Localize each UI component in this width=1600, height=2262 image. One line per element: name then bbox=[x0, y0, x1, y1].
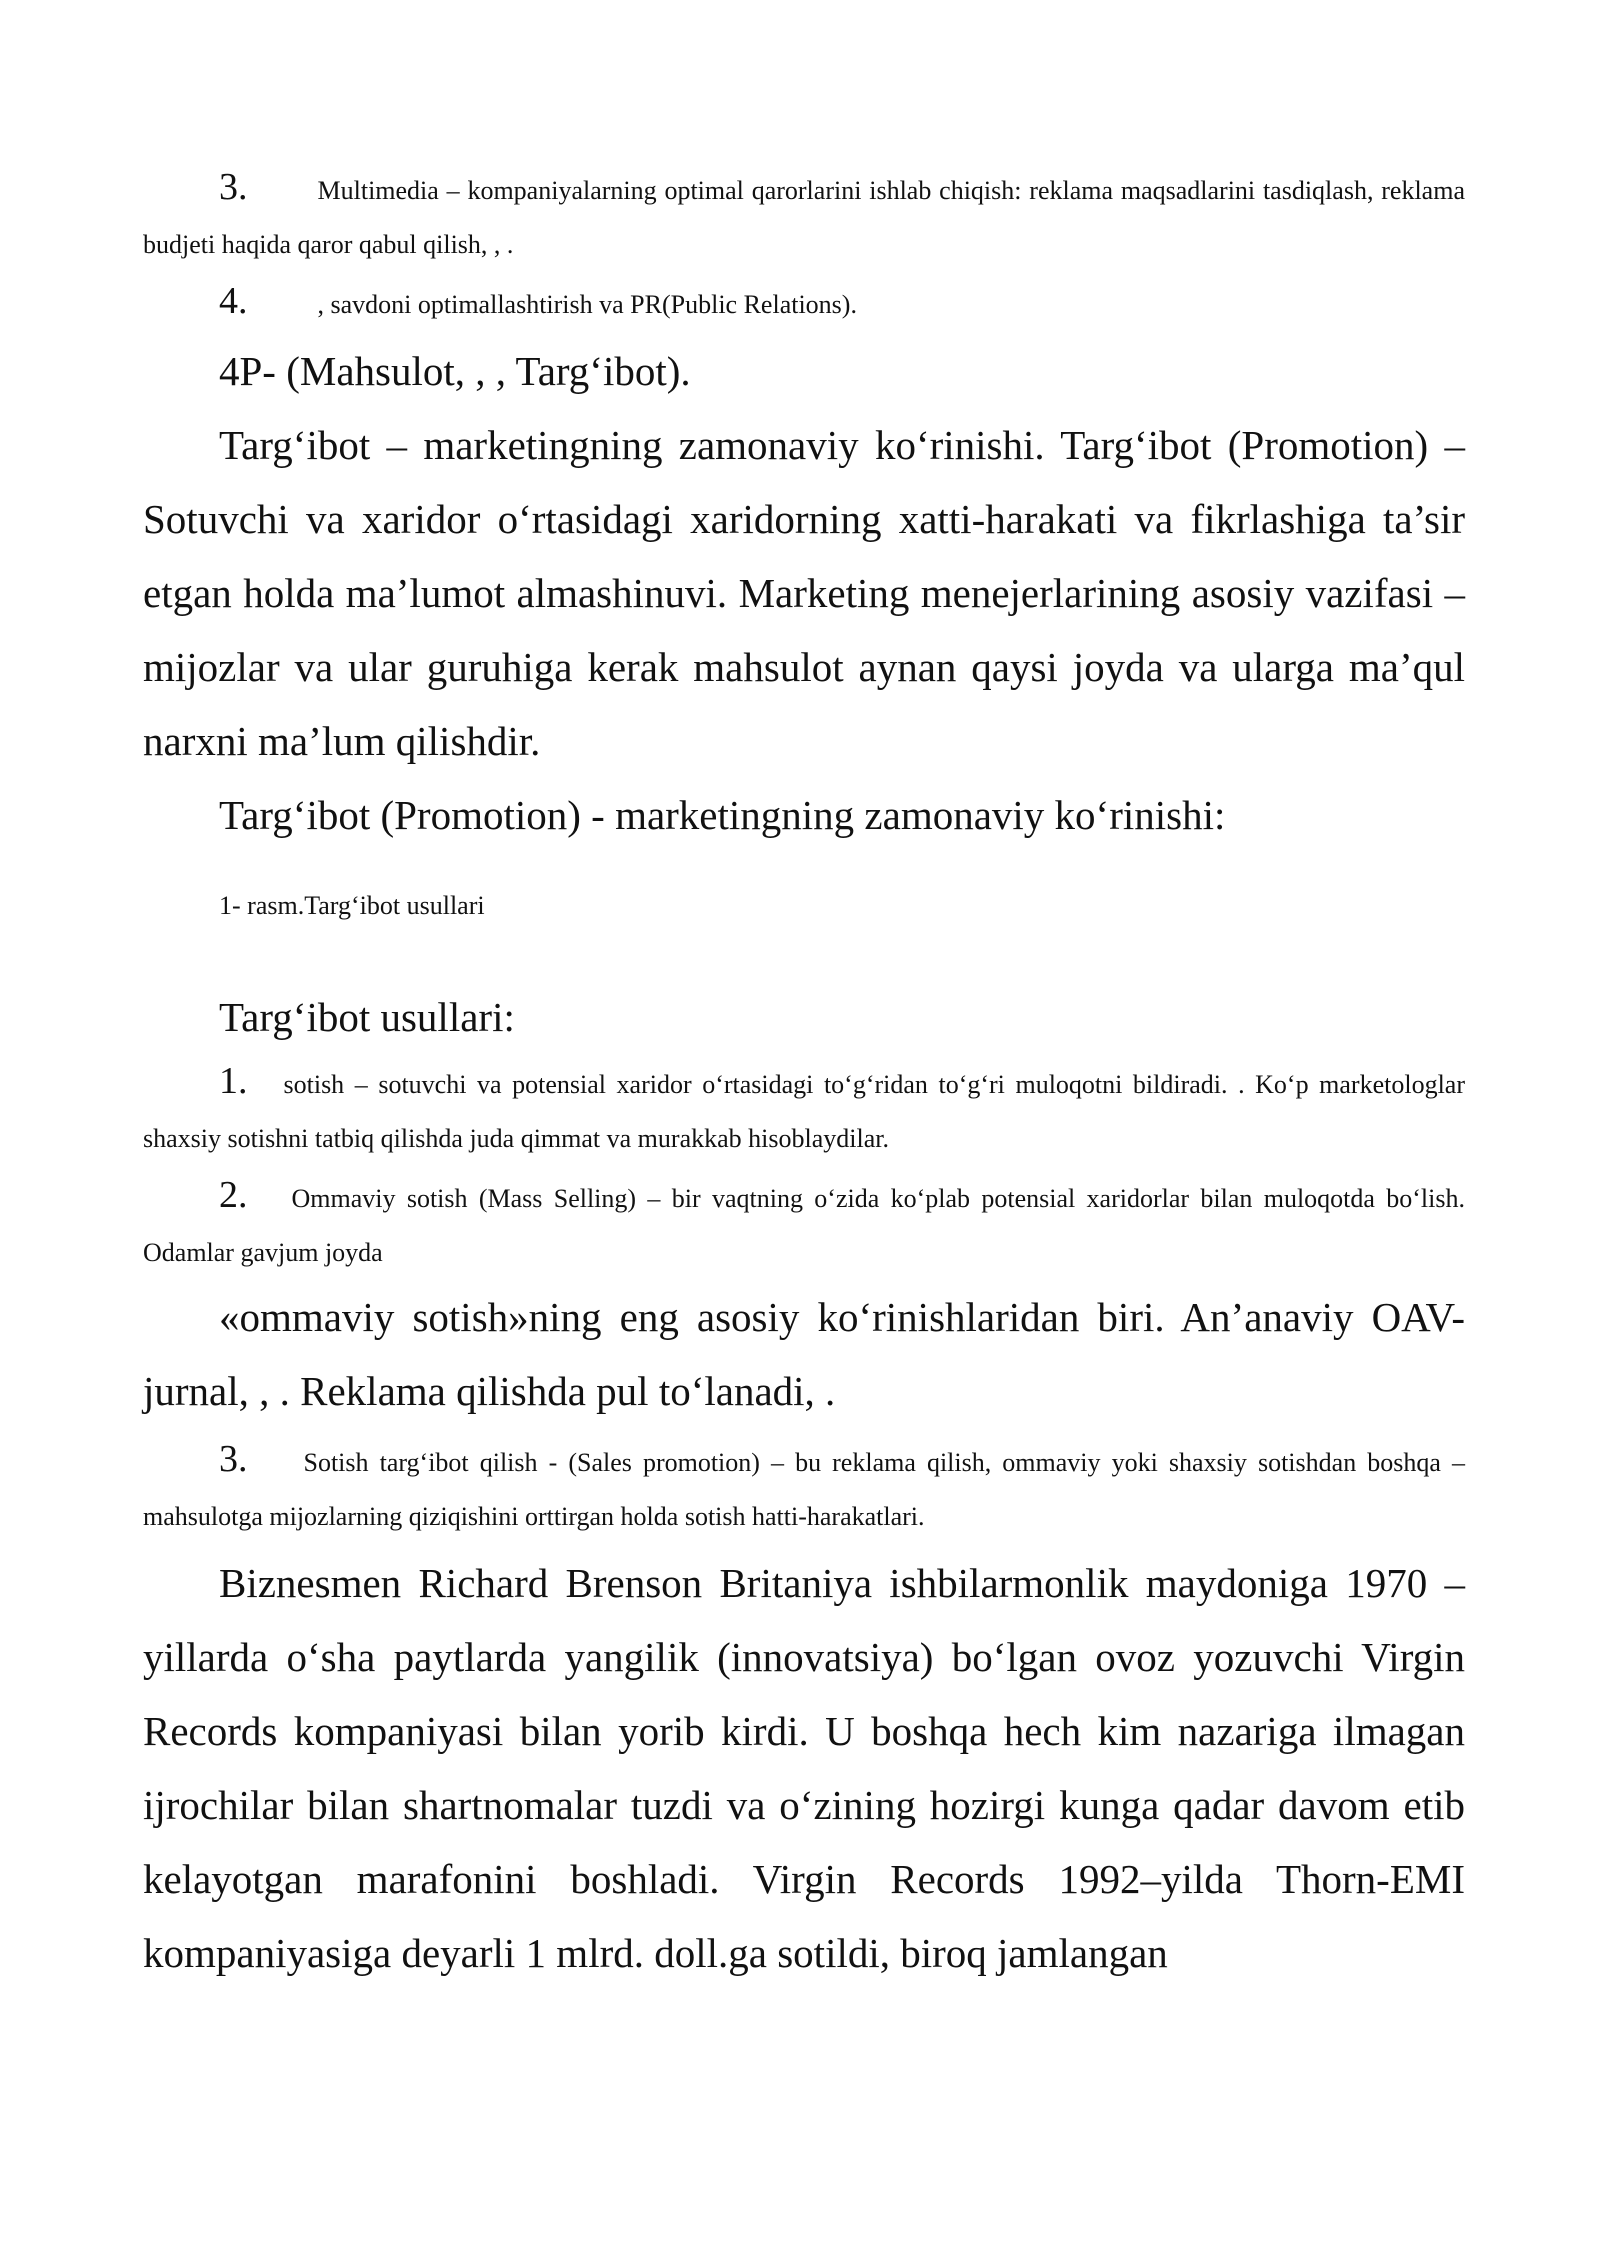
method-item-2 bbox=[143, 1168, 1465, 1280]
list-number: 3. bbox=[219, 166, 248, 208]
paragraph-promotion-heading: Targ‘ibot (Promotion) - marketingning zamonaviy ko‘rinishi: bbox=[219, 792, 1226, 838]
list-text: sotish – sotuvchi va potensial xaridor o‘rtasidagi to‘g‘ridan to‘g‘ri muloqotni bildiradi. . Ko‘p marketologlar shaxsiy sotishni tatbiq qilishda juda qimmat va murakkab hisoblaydilar. bbox=[143, 1070, 1465, 1153]
document-page bbox=[143, 160, 1465, 1990]
list-text: , savdoni optimallashtirish va PR(Public Relations). bbox=[317, 290, 857, 319]
paragraph-promotion-definition: Targ‘ibot – marketingning zamonaviy ko‘rinishi. Targ‘ibot (Promotion) – Sotuvchi va xaridor o‘rtasidagi xaridorning xatti-harakati va fikrlashiga ta’sir etgan holda ma’lumot almashinuvi. Marketing menejerlarining asosiy vazifasi – mijozlar va ular guruhiga kerak mahsulot aynan qaysi joyda va ularga ma’qul narxni ma’lum qilishdir. bbox=[143, 422, 1465, 764]
paragraph-4p: 4P- (Mahsulot, , , Targ‘ibot). bbox=[219, 348, 691, 394]
list-text: Ommaviy sotish (Mass Selling) – bir vaqtning o‘zida ko‘plab potensial xaridorlar bilan muloqotda bo‘lish. Odamlar gavjum joyda bbox=[143, 1184, 1465, 1267]
list-item-4-pr bbox=[143, 274, 1465, 332]
figure-caption: 1- rasm.Targ‘ibot usullari bbox=[219, 891, 485, 920]
paragraph-mass-selling: «ommaviy sotish»ning eng asosiy ko‘rinishlaridan biri. An’anaviy OAV-jurnal, , . Reklama qilishda pul to‘lanadi, . bbox=[143, 1294, 1465, 1414]
list-item-3-multimedia bbox=[143, 160, 1465, 272]
list-number: 3. bbox=[219, 1438, 248, 1480]
method-item-1 bbox=[143, 1054, 1465, 1166]
list-number: 1. bbox=[219, 1060, 248, 1102]
methods-heading: Targ‘ibot usullari: bbox=[219, 994, 515, 1040]
list-text: Multimedia – kompaniyalarning optimal qarorlarini ishlab chiqish: reklama maqsadlarini tasdiqlash, reklama budjeti haqida qaror qabul qilish, , . bbox=[143, 176, 1465, 259]
list-number: 2. bbox=[219, 1174, 248, 1216]
list-text: Sotish targ‘ibot qilish - (Sales promotion) – bu reklama qilish, ommaviy yoki shaxsiy sotishdan boshqa – mahsulotga mijozlarning qiziqishini orttirgan holda sotish hatti-harakatlari. bbox=[143, 1448, 1465, 1531]
method-item-3 bbox=[143, 1432, 1465, 1544]
paragraph-branson: Biznesmen Richard Brenson Britaniya ishbilarmonlik maydoniga 1970 – yillarda o‘sha paytlarda yangilik (innovatsiya) bo‘lgan ovoz yozuvchi Virgin Records kompaniyasi bilan yorib kirdi. U boshqa hech kim nazariga ilmagan ijrochilar bilan shartnomalar tuzdi va o‘zining hozirgi kunga qadar davom etib kelayotgan marafonini boshladi. Virgin Records 1992–yilda Thorn-EMI kompaniyasiga deyarli 1 mlrd. doll.ga sotildi, biroq jamlangan bbox=[143, 1560, 1465, 1976]
list-number: 4. bbox=[219, 280, 248, 322]
